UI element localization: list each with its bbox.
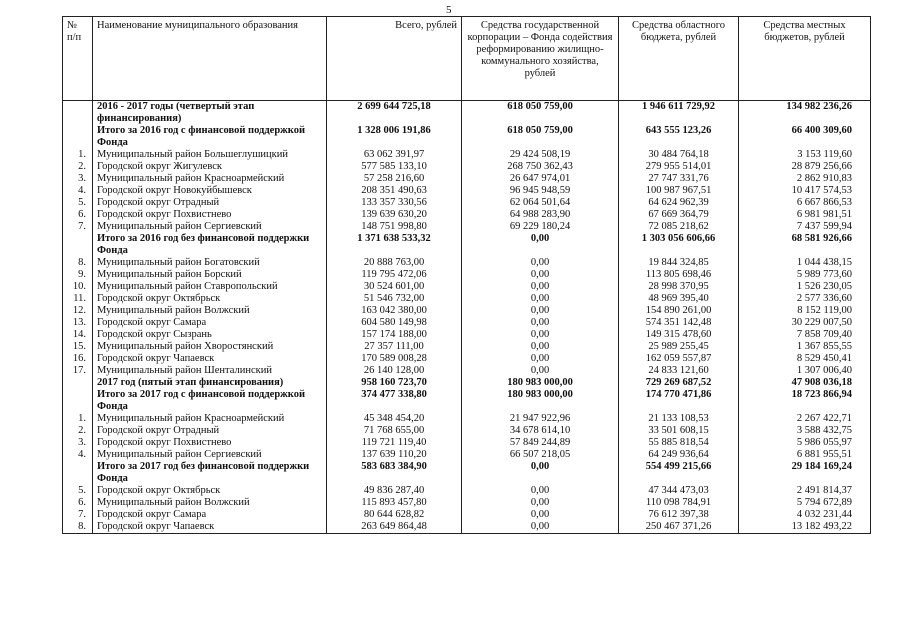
local-amount: 7 858 709,40: [739, 329, 871, 341]
municipality-name: Городской округ Самара: [93, 317, 327, 329]
table-row: [63, 329, 871, 341]
total-amount: 30 524 601,00: [327, 281, 462, 293]
row-number: 3.: [63, 437, 93, 449]
regional-amount: 24 833 121,60: [619, 365, 739, 377]
row-number: 11.: [63, 293, 93, 305]
municipality-name: Муниципальный район Борский: [93, 269, 327, 281]
table-row: [63, 257, 871, 269]
fund-amount: 180 983 000,00: [462, 389, 619, 413]
table-row: [63, 197, 871, 209]
row-number: [63, 389, 93, 413]
fund-amount: 0,00: [462, 293, 619, 305]
local-amount: 1 044 438,15: [739, 257, 871, 269]
row-number: 1.: [63, 149, 93, 161]
header-num: № п/п: [63, 17, 93, 101]
row-number: [63, 377, 93, 389]
table-row: [63, 413, 871, 425]
local-amount: 3 153 119,60: [739, 149, 871, 161]
total-amount: 119 721 119,40: [327, 437, 462, 449]
regional-amount: 574 351 142,48: [619, 317, 739, 329]
local-amount: 68 581 926,66: [739, 233, 871, 257]
table-row: [63, 449, 871, 461]
fund-amount: 618 050 759,00: [462, 101, 619, 126]
municipality-name: Муниципальный район Богатовский: [93, 257, 327, 269]
municipality-name: 2016 - 2017 годы (четвертый этап финансирования): [93, 101, 327, 126]
row-number: 12.: [63, 305, 93, 317]
fund-amount: 0,00: [462, 329, 619, 341]
regional-amount: 72 085 218,62: [619, 221, 739, 233]
regional-amount: 110 098 784,91: [619, 497, 739, 509]
total-amount: 63 062 391,97: [327, 149, 462, 161]
municipality-name: Муниципальный район Большеглушицкий: [93, 149, 327, 161]
regional-amount: 19 844 324,85: [619, 257, 739, 269]
row-number: 7.: [63, 221, 93, 233]
local-amount: 6 981 981,51: [739, 209, 871, 221]
header-name: Наименование муниципального образования: [93, 17, 327, 101]
table-header-row: [63, 17, 871, 101]
row-number: 17.: [63, 365, 93, 377]
table-row: [63, 293, 871, 305]
table-row: [63, 269, 871, 281]
fund-amount: 96 945 948,59: [462, 185, 619, 197]
fund-amount: 0,00: [462, 269, 619, 281]
municipality-name: Городской округ Новокуйбышевск: [93, 185, 327, 197]
regional-amount: 30 484 764,18: [619, 149, 739, 161]
summary-row: [63, 101, 871, 126]
local-amount: 6 881 955,51: [739, 449, 871, 461]
row-number: 6.: [63, 209, 93, 221]
regional-amount: 729 269 687,52: [619, 377, 739, 389]
municipality-name: Муниципальный район Красноармейский: [93, 173, 327, 185]
local-amount: 7 437 599,94: [739, 221, 871, 233]
row-number: 5.: [63, 197, 93, 209]
fund-amount: 0,00: [462, 485, 619, 497]
table-row: [63, 209, 871, 221]
total-amount: 137 639 110,20: [327, 449, 462, 461]
row-number: 4.: [63, 185, 93, 197]
header-total: Всего, рублей: [327, 17, 462, 101]
financing-table: [62, 16, 871, 534]
total-amount: 148 751 998,80: [327, 221, 462, 233]
row-number: 5.: [63, 485, 93, 497]
total-amount: 163 042 380,00: [327, 305, 462, 317]
municipality-name: Городской округ Отрадный: [93, 197, 327, 209]
row-number: 4.: [63, 449, 93, 461]
local-amount: 2 491 814,37: [739, 485, 871, 497]
total-amount: 263 649 864,48: [327, 521, 462, 534]
municipality-name: Итого за 2017 год без финансовой поддержки Фонда: [93, 461, 327, 485]
table-row: [63, 221, 871, 233]
row-number: 2.: [63, 161, 93, 173]
local-amount: 2 267 422,71: [739, 413, 871, 425]
table-row: [63, 425, 871, 437]
local-amount: 8 529 450,41: [739, 353, 871, 365]
total-amount: 1 371 638 533,32: [327, 233, 462, 257]
fund-amount: 0,00: [462, 233, 619, 257]
table-row: [63, 173, 871, 185]
municipality-name: Городской округ Похвистнево: [93, 209, 327, 221]
regional-amount: 25 989 255,45: [619, 341, 739, 353]
total-amount: 20 888 763,00: [327, 257, 462, 269]
total-amount: 1 328 006 191,86: [327, 125, 462, 149]
total-amount: 57 258 216,60: [327, 173, 462, 185]
local-amount: 1 367 855,55: [739, 341, 871, 353]
row-number: 10.: [63, 281, 93, 293]
local-amount: 1 307 006,40: [739, 365, 871, 377]
row-number: 8.: [63, 257, 93, 269]
municipality-name: Муниципальный район Хворостянский: [93, 341, 327, 353]
regional-amount: 64 249 936,64: [619, 449, 739, 461]
local-amount: 10 417 574,53: [739, 185, 871, 197]
fund-amount: 0,00: [462, 305, 619, 317]
total-amount: 157 174 188,00: [327, 329, 462, 341]
table-row: [63, 317, 871, 329]
total-amount: 958 160 723,70: [327, 377, 462, 389]
municipality-name: Муниципальный район Ставропольский: [93, 281, 327, 293]
total-amount: 80 644 628,82: [327, 509, 462, 521]
municipality-name: Городской округ Самара: [93, 509, 327, 521]
municipality-name: Муниципальный район Сергиевский: [93, 221, 327, 233]
total-amount: 51 546 732,00: [327, 293, 462, 305]
summary-row: [63, 389, 871, 413]
regional-amount: 554 499 215,66: [619, 461, 739, 485]
local-amount: 18 723 866,94: [739, 389, 871, 413]
row-number: 14.: [63, 329, 93, 341]
local-amount: 3 588 432,75: [739, 425, 871, 437]
fund-amount: 62 064 501,64: [462, 197, 619, 209]
table-body: [63, 101, 871, 534]
regional-amount: 47 344 473,03: [619, 485, 739, 497]
fund-amount: 29 424 508,19: [462, 149, 619, 161]
municipality-name: Городской округ Сызрань: [93, 329, 327, 341]
municipality-name: Городской округ Октябрьск: [93, 293, 327, 305]
regional-amount: 250 467 371,26: [619, 521, 739, 534]
row-number: 2.: [63, 425, 93, 437]
regional-amount: 67 669 364,79: [619, 209, 739, 221]
table-row: [63, 437, 871, 449]
local-amount: 2 577 336,60: [739, 293, 871, 305]
fund-amount: 618 050 759,00: [462, 125, 619, 149]
regional-amount: 1 946 611 729,92: [619, 101, 739, 126]
fund-amount: 21 947 922,96: [462, 413, 619, 425]
total-amount: 604 580 149,98: [327, 317, 462, 329]
table-row: [63, 509, 871, 521]
regional-amount: 33 501 608,15: [619, 425, 739, 437]
total-amount: 27 357 111,00: [327, 341, 462, 353]
total-amount: 583 683 384,90: [327, 461, 462, 485]
fund-amount: 268 750 362,43: [462, 161, 619, 173]
local-amount: 2 862 910,83: [739, 173, 871, 185]
fund-amount: 0,00: [462, 281, 619, 293]
fund-amount: 0,00: [462, 521, 619, 534]
municipality-name: Итого за 2016 год с финансовой поддержкой Фонда: [93, 125, 327, 149]
table-row: [63, 305, 871, 317]
local-amount: 47 908 036,18: [739, 377, 871, 389]
fund-amount: 0,00: [462, 257, 619, 269]
municipality-name: Городской округ Отрадный: [93, 425, 327, 437]
local-amount: 6 667 866,53: [739, 197, 871, 209]
regional-amount: 154 890 261,00: [619, 305, 739, 317]
municipality-name: Городской округ Жигулевск: [93, 161, 327, 173]
regional-amount: 279 955 514,01: [619, 161, 739, 173]
regional-amount: 100 987 967,51: [619, 185, 739, 197]
fund-amount: 180 983 000,00: [462, 377, 619, 389]
row-number: [63, 101, 93, 126]
local-amount: 66 400 309,60: [739, 125, 871, 149]
row-number: [63, 125, 93, 149]
regional-amount: 174 770 471,86: [619, 389, 739, 413]
row-number: [63, 233, 93, 257]
summary-row: [63, 125, 871, 149]
local-amount: 1 526 230,05: [739, 281, 871, 293]
table-row: [63, 521, 871, 534]
total-amount: 170 589 008,28: [327, 353, 462, 365]
table-row: [63, 149, 871, 161]
regional-amount: 21 133 108,53: [619, 413, 739, 425]
total-amount: 374 477 338,80: [327, 389, 462, 413]
header-local: Средства местных бюджетов, рублей: [739, 17, 871, 101]
fund-amount: 57 849 244,89: [462, 437, 619, 449]
summary-row: [63, 233, 871, 257]
table-row: [63, 353, 871, 365]
header-fund: Средства государственной корпорации – Фонда содействия реформированию жилищно-коммунального хозяйства, рублей: [462, 17, 619, 101]
regional-amount: 27 747 331,76: [619, 173, 739, 185]
fund-amount: 0,00: [462, 509, 619, 521]
local-amount: 5 794 672,89: [739, 497, 871, 509]
fund-amount: 0,00: [462, 353, 619, 365]
local-amount: 30 229 007,50: [739, 317, 871, 329]
row-number: 13.: [63, 317, 93, 329]
municipality-name: Муниципальный район Волжский: [93, 497, 327, 509]
total-amount: 577 585 133,10: [327, 161, 462, 173]
table-row: [63, 485, 871, 497]
municipality-name: Городской округ Похвистнево: [93, 437, 327, 449]
row-number: 8.: [63, 521, 93, 534]
table-row: [63, 185, 871, 197]
header-regional: Средства областного бюджета, рублей: [619, 17, 739, 101]
table-row: [63, 161, 871, 173]
row-number: 15.: [63, 341, 93, 353]
row-number: 9.: [63, 269, 93, 281]
local-amount: 13 182 493,22: [739, 521, 871, 534]
fund-amount: 69 229 180,24: [462, 221, 619, 233]
summary-row: [63, 377, 871, 389]
municipality-name: Итого за 2017 год с финансовой поддержкой Фонда: [93, 389, 327, 413]
row-number: 16.: [63, 353, 93, 365]
fund-amount: 66 507 218,05: [462, 449, 619, 461]
local-amount: 5 989 773,60: [739, 269, 871, 281]
summary-row: [63, 461, 871, 485]
total-amount: 45 348 454,20: [327, 413, 462, 425]
page-number: 5: [446, 4, 452, 16]
total-amount: 133 357 330,56: [327, 197, 462, 209]
municipality-name: Муниципальный район Волжский: [93, 305, 327, 317]
regional-amount: 28 998 370,95: [619, 281, 739, 293]
local-amount: 28 879 256,66: [739, 161, 871, 173]
local-amount: 5 986 055,97: [739, 437, 871, 449]
table-row: [63, 341, 871, 353]
municipality-name: Городской округ Чапаевск: [93, 521, 327, 534]
local-amount: 4 032 231,44: [739, 509, 871, 521]
municipality-name: Городской округ Чапаевск: [93, 353, 327, 365]
total-amount: 26 140 128,00: [327, 365, 462, 377]
municipality-name: Муниципальный район Красноармейский: [93, 413, 327, 425]
regional-amount: 149 315 478,60: [619, 329, 739, 341]
table-row: [63, 281, 871, 293]
municipality-name: Муниципальный район Сергиевский: [93, 449, 327, 461]
regional-amount: 55 885 818,54: [619, 437, 739, 449]
fund-amount: 0,00: [462, 497, 619, 509]
municipality-name: Городской округ Октябрьск: [93, 485, 327, 497]
regional-amount: 643 555 123,26: [619, 125, 739, 149]
regional-amount: 162 059 557,87: [619, 353, 739, 365]
local-amount: 29 184 169,24: [739, 461, 871, 485]
total-amount: 71 768 655,00: [327, 425, 462, 437]
row-number: 1.: [63, 413, 93, 425]
fund-amount: 0,00: [462, 341, 619, 353]
local-amount: 134 982 236,26: [739, 101, 871, 126]
total-amount: 139 639 630,20: [327, 209, 462, 221]
regional-amount: 1 303 056 606,66: [619, 233, 739, 257]
fund-amount: 0,00: [462, 317, 619, 329]
regional-amount: 113 805 698,46: [619, 269, 739, 281]
row-number: 7.: [63, 509, 93, 521]
municipality-name: Муниципальный район Шенталинский: [93, 365, 327, 377]
regional-amount: 64 624 962,39: [619, 197, 739, 209]
row-number: [63, 461, 93, 485]
fund-amount: 0,00: [462, 461, 619, 485]
total-amount: 208 351 490,63: [327, 185, 462, 197]
local-amount: 8 152 119,00: [739, 305, 871, 317]
municipality-name: 2017 год (пятый этап финансирования): [93, 377, 327, 389]
municipality-name: Итого за 2016 год без финансовой поддержки Фонда: [93, 233, 327, 257]
fund-amount: 34 678 614,10: [462, 425, 619, 437]
row-number: 6.: [63, 497, 93, 509]
row-number: 3.: [63, 173, 93, 185]
total-amount: 49 836 287,40: [327, 485, 462, 497]
total-amount: 115 893 457,80: [327, 497, 462, 509]
fund-amount: 64 988 283,90: [462, 209, 619, 221]
regional-amount: 48 969 395,40: [619, 293, 739, 305]
regional-amount: 76 612 397,38: [619, 509, 739, 521]
table-row: [63, 497, 871, 509]
table-row: [63, 365, 871, 377]
fund-amount: 0,00: [462, 365, 619, 377]
total-amount: 119 795 472,06: [327, 269, 462, 281]
total-amount: 2 699 644 725,18: [327, 101, 462, 126]
fund-amount: 26 647 974,01: [462, 173, 619, 185]
